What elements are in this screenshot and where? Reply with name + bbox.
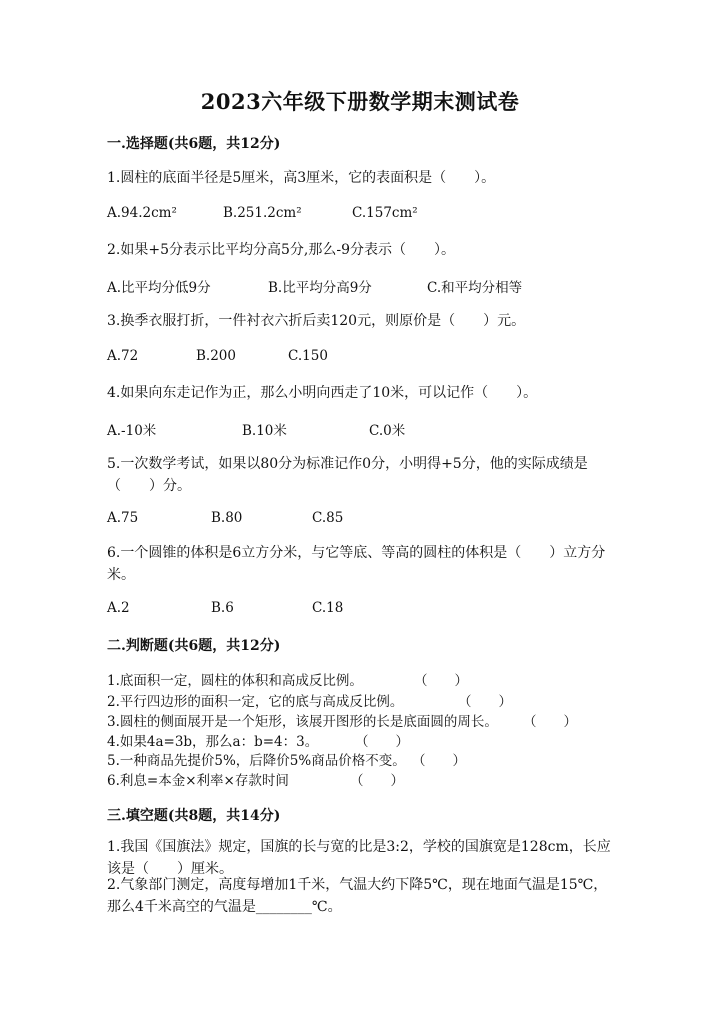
judgement-item-4: 4.如果4a=3b，那么a：b=4：3。 xyxy=(107,734,319,750)
answer-parentheses: （ ） xyxy=(414,673,468,689)
fill-blank-question-1: 1.我国《国旗法》规定，国旗的长与宽的比是3:2，学校的国旗宽是128cm，长应该是（ ）厘米。 xyxy=(107,839,611,877)
option-b: B.10米 xyxy=(242,423,287,439)
option-c: C.150 xyxy=(288,348,328,364)
option-b: B.6 xyxy=(211,600,234,616)
fill-blank-question-2: 2.气象部门测定，高度每增加1千米，气温大约下降5℃，现在地面气温是15℃，那么4千米高空的气温是________℃。 xyxy=(107,877,608,915)
option-b: B.80 xyxy=(211,510,243,526)
option-a: A.75 xyxy=(107,510,139,526)
page-title: 2023六年级下册数学期末测试卷 xyxy=(200,89,520,114)
choice-question-4: 4.如果向东走记作为正，那么小明向西走了10米，可以记作（ ）。 xyxy=(107,385,538,401)
choice-question-5: 5.一次数学考试，如果以80分为标准记作0分，小明得+5分，他的实际成绩是（ ）分。 xyxy=(107,456,588,494)
answer-parentheses: （ ） xyxy=(350,773,404,789)
answer-parentheses: （ ） xyxy=(523,714,577,730)
answer-parentheses: （ ） xyxy=(412,753,466,769)
judgement-item-5: 5.一种商品先提价5%，后降价5%商品价格不变。 xyxy=(107,753,406,769)
option-c: C.18 xyxy=(312,600,344,616)
option-a: A.2 xyxy=(107,600,130,616)
option-b: B.251.2cm² xyxy=(223,205,302,221)
choice-question-6: 6.一个圆锥的体积是6立方分米，与它等底、等高的圆柱的体积是（ ）立方分米。 xyxy=(107,545,606,583)
option-c: C.和平均分相等 xyxy=(427,280,523,296)
option-c: C.0米 xyxy=(369,423,406,439)
section-heading-choice: 一.选择题(共6题，共12分) xyxy=(107,136,281,152)
choice-question-2: 2.如果+5分表示比平均分高5分,那么-9分表示（ ）。 xyxy=(107,242,455,258)
section-heading-fill-blank: 三.填空题(共8题，共14分) xyxy=(107,808,281,824)
choice-question-3: 3.换季衣服打折，一件衬衣六折后卖120元，则原价是（ ）元。 xyxy=(107,313,526,329)
judgement-item-3: 3.圆柱的侧面展开是一个矩形，该展开图形的长是底面圆的周长。 xyxy=(107,714,498,730)
judgement-item-1: 1.底面积一定，圆柱的体积和高成反比例。 xyxy=(107,673,363,689)
option-a: A.-10米 xyxy=(107,423,157,439)
option-b: B.200 xyxy=(196,348,236,364)
option-a: A.比平均分低9分 xyxy=(107,280,211,296)
option-a: A.72 xyxy=(107,348,139,364)
choice-question-1: 1.圆柱的底面半径是5厘米，高3厘米，它的表面积是（ ）。 xyxy=(107,170,496,186)
option-c: C.157cm² xyxy=(352,205,418,221)
judgement-item-6: 6.利息=本金×利率×存款时间 xyxy=(107,773,289,789)
option-a: A.94.2cm² xyxy=(107,205,177,221)
section-heading-judgement: 二.判断题(共6题，共12分) xyxy=(107,638,281,654)
answer-parentheses: （ ） xyxy=(355,734,409,750)
judgement-item-2: 2.平行四边形的面积一定，它的底与高成反比例。 xyxy=(107,694,404,710)
answer-parentheses: （ ） xyxy=(458,694,512,710)
option-c: C.85 xyxy=(312,510,344,526)
option-b: B.比平均分高9分 xyxy=(268,280,372,296)
